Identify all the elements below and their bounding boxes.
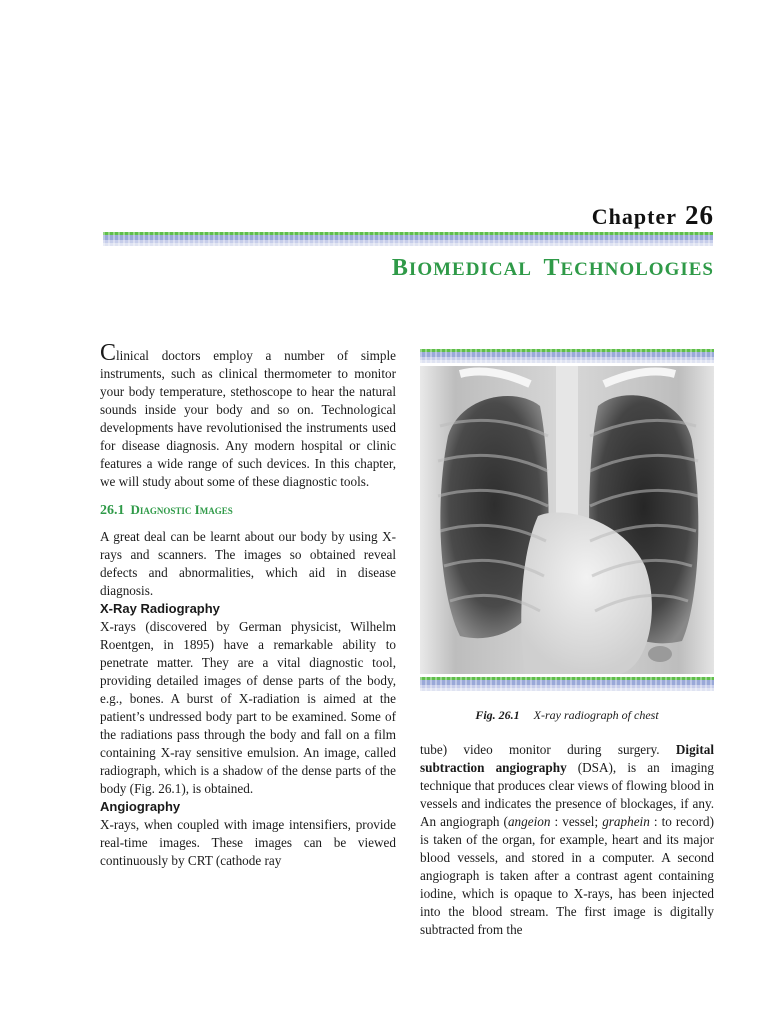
angiography-heading: Angiography	[100, 799, 181, 814]
section-paragraph: A great deal can be learnt about our body by using X-rays and scanners. The images so obtained reveal defects and abnormalities, which aid in disease diagnosis.	[100, 529, 396, 598]
section-number: 26.1	[100, 503, 125, 518]
figure-number: Fig. 26.1	[475, 708, 520, 722]
chapter-heading	[592, 200, 714, 231]
figure-caption	[420, 708, 714, 723]
decorative-stripe-top	[103, 232, 713, 246]
figure-stripe-bottom	[420, 677, 714, 691]
chapter-title-word-2: ECHNOLOGIES	[560, 259, 714, 280]
chapter-title-cap-2: T	[543, 255, 561, 281]
term-graphein: graphein	[602, 814, 650, 829]
chest-xray-image	[420, 366, 714, 674]
dsa-text-1: tube) video monitor during surgery.	[420, 742, 676, 757]
dsa-paragraph	[420, 741, 714, 939]
chapter-label: Chapter	[591, 204, 677, 229]
chapter-number: 26	[685, 200, 714, 230]
chapter-title-word-1: IOMEDICAL	[408, 259, 532, 280]
drop-cap: C	[100, 340, 117, 366]
chapter-title	[392, 255, 714, 282]
figure-caption-text: X-ray radiograph of chest	[533, 708, 659, 722]
intro-paragraph	[100, 340, 396, 491]
xray-heading: X-Ray Radiography	[100, 601, 220, 616]
right-column	[420, 741, 714, 939]
dsa-text-3: : vessel;	[550, 814, 603, 829]
angiography-paragraph: X-rays, when coupled with image intensifiers, provide real-time images. These images can be viewed continuously by CRT (cathode ray	[100, 817, 396, 868]
section-title: Diagnostic Images	[130, 502, 233, 517]
xray-paragraph: X-rays (discovered by German physicist, Wilhelm Roentgen, in 1895) have a remarkable ability to penetrate matter. They are a vital diagnostic tool, providing detailed images of dense parts of the body, e.g., bones. A burst of X-radiation is aimed at the patient’s undressed body part to be examined. Some of the radiations pass through the body and fall on a film containing X-ray sensitive emulsion. An image, called radiograph, which is a shadow of the dense parts of the body (Fig. 26.1), is obtained.	[100, 619, 396, 796]
dsa-text-2: (DSA), is an imaging technique that produces clear views of flowing blood in vessels and indicates the presence of blockages, if any. An angiograph (	[420, 760, 714, 829]
dsa-term: Digital subtraction angiography	[420, 742, 714, 775]
term-angeion: angeion	[507, 814, 551, 829]
figure-stripe-top	[420, 349, 714, 363]
section-heading	[100, 501, 396, 520]
chapter-title-cap-1: B	[391, 255, 409, 281]
left-column	[100, 340, 396, 870]
dsa-text-4: : to record) is taken of the organ, for example, heart and its major blood vessels, and stored in a computer. A second angiograph is taken after a contrast agent containing iodine, which is opaque to X-rays, has been injected into the blood stream. The first image is digitally subtracted from the	[420, 814, 714, 937]
intro-text: linical doctors employ a number of simple instruments, such as clinical thermometer to monitor your body temperature, stethoscope to hear the natural sounds inside your body and so on. Technological developments have revolutionised the instruments used for disease diagnosis. Any modern hospital or clinic features a wide range of such devices. In this chapter, we will study about some of these diagnostic tools.	[100, 348, 396, 489]
